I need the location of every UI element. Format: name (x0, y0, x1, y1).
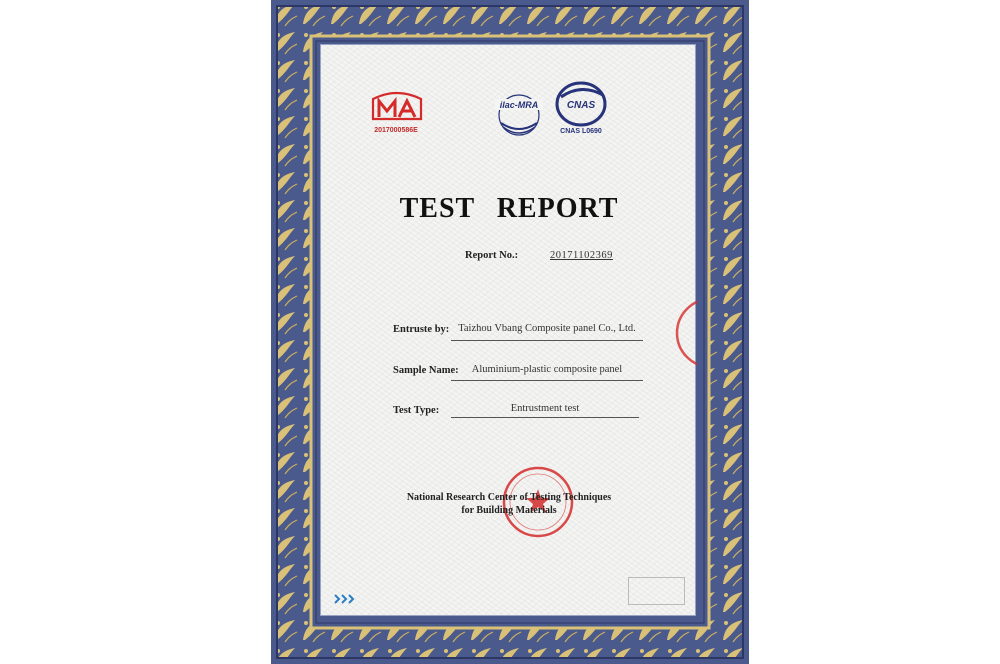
report-no-label: Report No.: (465, 250, 519, 261)
type-underline (451, 417, 639, 418)
ctc-logo-icon (333, 593, 355, 605)
entrust-value: Taizhou Vbang Composite panel Co., Ltd. (458, 323, 636, 334)
type-value: Entrustment test (510, 403, 580, 414)
type-label: Test Type: (393, 405, 440, 416)
entrust-underline (451, 340, 643, 341)
ilac-mra-logo-icon (491, 83, 547, 139)
cnas-code: CNAS L0690 (560, 128, 602, 135)
report-no-value: 20171102369 (550, 250, 613, 261)
ma-code: 2017000586E (374, 127, 418, 134)
organization-line-2: for Building Materials (461, 505, 557, 516)
entrust-label: Entruste by: (393, 324, 450, 335)
edge-seal-icon (673, 293, 697, 373)
certificate-page (320, 44, 696, 616)
svg-text:ilac-MRA: ilac-MRA (499, 100, 539, 110)
cnas-logo-icon (553, 79, 609, 129)
sample-value: Aluminium-plastic composite panel (471, 364, 623, 375)
ma-logo-icon (371, 89, 423, 123)
svg-text:CNAS: CNAS (566, 100, 596, 111)
report-title: TEST REPORT (399, 193, 619, 224)
organization-line-1: National Research Center of Testing Techniques (406, 492, 612, 503)
stamp-box (628, 577, 685, 605)
sample-underline (451, 380, 643, 381)
sample-label: Sample Name: (393, 365, 459, 376)
